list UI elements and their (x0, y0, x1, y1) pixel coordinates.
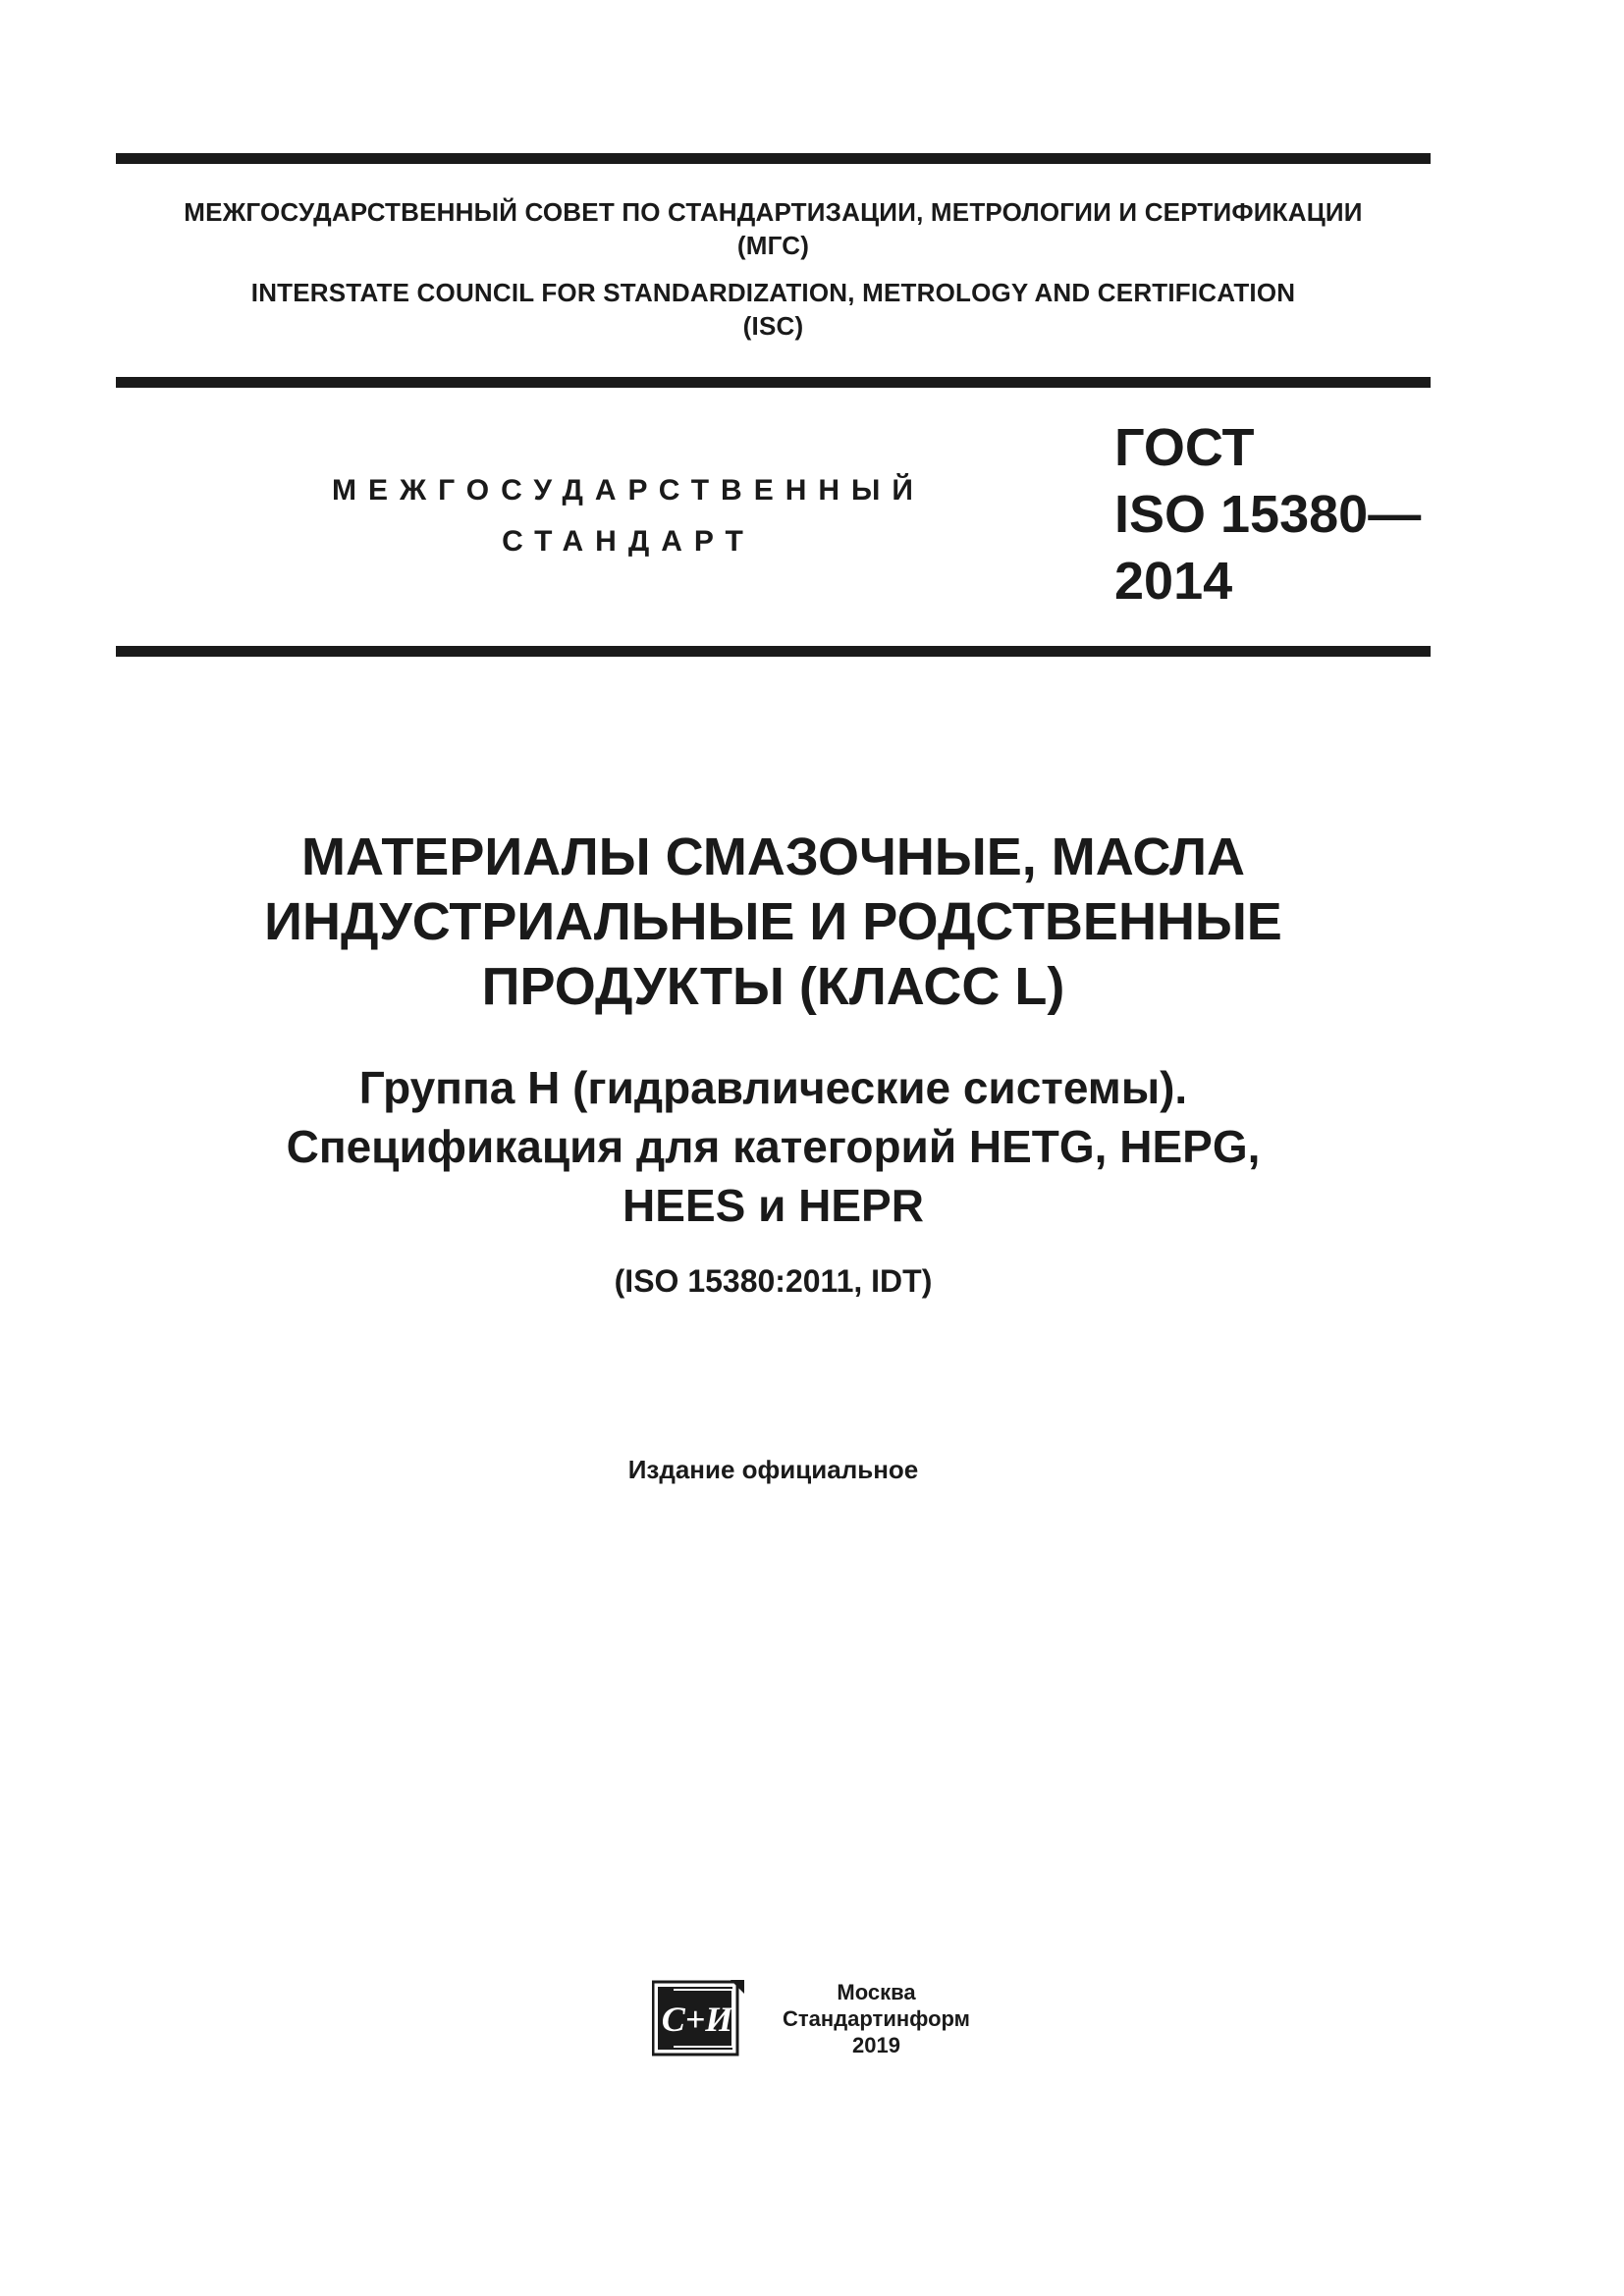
publisher-logo-text: С+И (661, 2000, 733, 2039)
top-rule (116, 153, 1431, 164)
designation-line3: 2014 (1114, 552, 1233, 611)
middle-rule (116, 377, 1431, 388)
council-abbr-en: (ISC) (742, 311, 804, 341)
title-line2: ИНДУСТРИАЛЬНЫЕ И РОДСТВЕННЫЕ (264, 892, 1282, 951)
council-name-en-line: INTERSTATE COUNCIL FOR STANDARDIZATION, METROLOGY AND CERTIFICATION (250, 278, 1296, 307)
standard-type-line1: МЕЖГОСУДАРСТВЕННЫЙ (332, 474, 925, 507)
iso-reference: (ISO 15380:2011, IDT) (614, 1263, 933, 1299)
council-name-en (116, 276, 1431, 343)
publisher-name: Стандартинформ (783, 2006, 970, 2031)
edition-note: Издание официальное (627, 1455, 919, 1484)
publisher-city: Москва (837, 1980, 916, 2004)
title-line1: МАТЕРИАЛЫ СМАЗОЧНЫЕ, МАСЛА (301, 828, 1245, 886)
subtitle-line3: HEES и HEPR (623, 1180, 924, 1231)
designation-line2: ISO 15380— (1114, 485, 1422, 544)
council-name-ru (116, 195, 1431, 262)
bottom-rule (116, 646, 1431, 657)
title-line3: ПРОДУКТЫ (КЛАСС L) (481, 957, 1065, 1016)
publisher-block (766, 1979, 987, 2058)
standard-type (285, 467, 972, 565)
subtitle-line1: Группа H (гидравлические системы). (358, 1062, 1188, 1113)
document-subtitle (116, 1058, 1431, 1235)
standard-type-line2: СТАНДАРТ (502, 525, 755, 558)
publisher-year: 2019 (852, 2033, 900, 2057)
subtitle-line2: Спецификация для категорий HETG, HEPG, (286, 1121, 1261, 1172)
council-name-ru-line: МЕЖГОСУДАРСТВЕННЫЙ СОВЕТ ПО СТАНДАРТИЗАЦИИ, МЕТРОЛОГИИ И СЕРТИФИКАЦИИ (184, 197, 1363, 227)
council-abbr-ru: (МГС) (736, 231, 810, 260)
document-title (116, 825, 1431, 1019)
publisher-logo-icon (652, 1980, 746, 2056)
standard-designation (1114, 414, 1421, 614)
designation-line1: ГОСТ (1114, 418, 1255, 477)
